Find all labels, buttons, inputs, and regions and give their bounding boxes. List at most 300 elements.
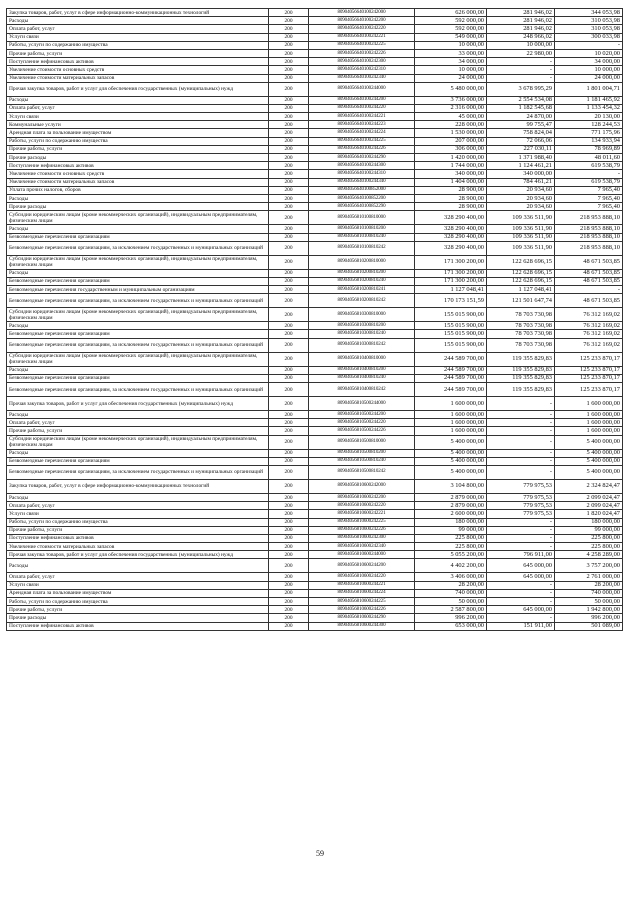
approved-amount: 244 589 700,00 [415,374,487,382]
row-code: 200 [269,74,309,82]
table-row [7,58,623,66]
executed-amount: - [487,74,555,82]
executed-amount: 78 703 730,98 [487,330,555,338]
row-name: Услуги связи [7,113,269,121]
row-code: 200 [269,170,309,178]
table-row [7,606,623,614]
approved-amount: 1 600 000,00 [415,419,487,427]
approved-amount: 4 402 200,00 [415,559,487,573]
unexecuted-amount: 48 671 503,85 [555,255,623,269]
table-row [7,457,623,465]
executed-amount: - [487,58,555,66]
approved-amount: 306 000,00 [415,145,487,153]
row-classification-code: 80904056810200810240 [309,277,415,285]
executed-amount: 779 975,53 [487,502,555,510]
row-code: 200 [269,129,309,137]
row-name: Закупка товаров, работ, услуг в сфере информационно-коммуникационных технологий [7,9,269,17]
approved-amount: 244 589 700,00 [415,352,487,366]
row-classification-code: 80904056810600242000 [309,479,415,493]
row-code: 200 [269,233,309,241]
executed-amount: 248 966,02 [487,33,555,41]
unexecuted-amount: 78 969,89 [555,145,623,153]
unexecuted-amount: 48 671 503,85 [555,277,623,285]
executed-amount: 340 000,00 [487,170,555,178]
row-classification-code: 80904056810300810200 [309,322,415,330]
row-code: 200 [269,352,309,366]
executed-amount: 281 946,02 [487,17,555,25]
approved-amount: 155 015 900,00 [415,322,487,330]
table-row [7,203,623,211]
table-row [7,41,623,49]
unexecuted-amount: 7 965,40 [555,203,623,211]
approved-amount: 1 530 000,00 [415,129,487,137]
row-name: Безвозмездные перечисления организациям, за исключением государственных и муниципальных организаций [7,338,269,352]
row-classification-code: 80904056810600244226 [309,606,415,614]
approved-amount: 28 200,00 [415,581,487,589]
table-row [7,559,623,573]
row-code: 200 [269,58,309,66]
executed-amount: 119 355 829,83 [487,374,555,382]
unexecuted-amount: 76 312 169,02 [555,322,623,330]
unexecuted-amount: 34 000,00 [555,58,623,66]
table-row [7,449,623,457]
row-code: 200 [269,241,309,255]
row-code: 200 [269,427,309,435]
row-classification-code: 80904056810500810000 [309,435,415,449]
row-code: 200 [269,178,309,186]
approved-amount: 244 589 700,00 [415,383,487,397]
row-code: 200 [269,322,309,330]
unexecuted-amount: 1 820 024,47 [555,510,623,518]
executed-amount: - [487,598,555,606]
executed-amount: 20 934,60 [487,194,555,202]
unexecuted-amount: 7 965,40 [555,186,623,194]
row-classification-code: 80904056810200810000 [309,255,415,269]
row-classification-code: 80904056640100242200 [309,17,415,25]
executed-amount: 3 678 995,29 [487,82,555,96]
executed-amount: - [487,449,555,457]
table-row [7,104,623,112]
approved-amount: 653 000,00 [415,622,487,630]
approved-amount: 1 600 000,00 [415,397,487,411]
unexecuted-amount: 125 233 870,17 [555,374,623,382]
table-row [7,241,623,255]
table-row [7,25,623,33]
executed-amount: 784 461,21 [487,178,555,186]
row-name: Расходы [7,559,269,573]
row-name: Прочие работы, услуги [7,427,269,435]
executed-amount: 151 911,00 [487,622,555,630]
unexecuted-amount: 2 099 024,47 [555,493,623,501]
table-body [7,9,623,631]
row-code: 200 [269,269,309,277]
row-code: 200 [269,96,309,104]
row-name: Увеличение стоимости материальных запасов [7,178,269,186]
table-row [7,419,623,427]
unexecuted-amount: 619 538,79 [555,178,623,186]
row-name: Увеличение стоимости основных средств [7,170,269,178]
row-code: 200 [269,419,309,427]
unexecuted-amount: 1 600 000,00 [555,419,623,427]
executed-amount: 122 628 696,15 [487,255,555,269]
executed-amount: 122 628 696,15 [487,269,555,277]
row-name: Безвозмездные перечисления организациям [7,233,269,241]
table-row [7,581,623,589]
row-name: Безвозмездные перечисления организациям [7,457,269,465]
unexecuted-amount: 1 600 000,00 [555,397,623,411]
row-name: Расходы [7,366,269,374]
approved-amount: 171 300 200,00 [415,255,487,269]
approved-amount: 170 173 151,59 [415,294,487,308]
table-row [7,551,623,559]
row-code: 200 [269,145,309,153]
approved-amount: 3 406 000,00 [415,573,487,581]
executed-amount: 122 628 696,15 [487,277,555,285]
approved-amount: 155 015 900,00 [415,308,487,322]
row-name: Прочие расходы [7,614,269,622]
row-name: Услуги связи [7,510,269,518]
unexecuted-amount: 2 761 000,00 [555,573,623,581]
table-row [7,589,623,597]
row-code: 200 [269,211,309,225]
approved-amount: 1 127 048,41 [415,286,487,294]
unexecuted-amount: 3 757 200,00 [555,559,623,573]
table-row [7,162,623,170]
table-row [7,534,623,542]
executed-amount: 109 336 511,90 [487,233,555,241]
approved-amount: 328 290 400,00 [415,225,487,233]
row-name: Работы, услуги по содержанию имущества [7,598,269,606]
approved-amount: 228 000,00 [415,121,487,129]
table-row [7,322,623,330]
table-row [7,598,623,606]
row-name: Безвозмездные перечисления организациям [7,374,269,382]
executed-amount: 99 755,47 [487,121,555,129]
row-name: Расходы [7,225,269,233]
row-name: Безвозмездные перечисления государственным и муниципальным организациям [7,286,269,294]
unexecuted-amount: 2 324 824,47 [555,479,623,493]
row-classification-code: 80904056810500244226 [309,427,415,435]
row-code: 200 [269,255,309,269]
unexecuted-amount: 5 400 000,00 [555,435,623,449]
row-classification-code: 80904056640100244220 [309,104,415,112]
unexecuted-amount: 5 400 000,00 [555,465,623,479]
row-classification-code: 80904056640100242000 [309,9,415,17]
row-classification-code: 80904056810600242225 [309,518,415,526]
approved-amount: 28 900,00 [415,194,487,202]
executed-amount: 1 124 461,21 [487,162,555,170]
unexecuted-amount: 501 089,00 [555,622,623,630]
executed-amount: 109 336 511,90 [487,225,555,233]
row-name: Прочие работы, услуги [7,49,269,57]
unexecuted-amount: - [555,170,623,178]
unexecuted-amount: 1 133 454,32 [555,104,623,112]
table-row [7,121,623,129]
unexecuted-amount: 5 400 000,00 [555,449,623,457]
table-row [7,308,623,322]
row-classification-code: 80904056810100810200 [309,225,415,233]
approved-amount: 2 600 000,00 [415,510,487,518]
table-row [7,518,623,526]
executed-amount: 1 127 048,41 [487,286,555,294]
table-row [7,526,623,534]
row-name: Расходы [7,449,269,457]
unexecuted-amount: 1 801 004,71 [555,82,623,96]
row-name: Арендная плата за пользование имуществом [7,589,269,597]
approved-amount: 996 200,00 [415,614,487,622]
row-code: 200 [269,449,309,457]
row-code: 200 [269,338,309,352]
row-name: Субсидии юридическим лицам (кроме некоммерческих организаций), индивидуальным предпринимателям, физическим лицам [7,435,269,449]
unexecuted-amount: 771 175,96 [555,129,623,137]
unexecuted-amount: 48 671 503,85 [555,294,623,308]
row-classification-code: 80904056640100852290 [309,203,415,211]
table-row [7,411,623,419]
approved-amount: 50 000,00 [415,598,487,606]
table-row [7,383,623,397]
row-code: 200 [269,551,309,559]
row-code: 200 [269,225,309,233]
approved-amount: 5 400 000,00 [415,435,487,449]
unexecuted-amount: 28 200,00 [555,581,623,589]
executed-amount: 20 934,60 [487,186,555,194]
table-row [7,33,623,41]
row-code: 200 [269,397,309,411]
row-name: Прочие работы, услуги [7,526,269,534]
unexecuted-amount: 310 053,98 [555,17,623,25]
row-name: Субсидии юридическим лицам (кроме некоммерческих организаций), индивидуальным предпринимателям, физическим лицам [7,211,269,225]
approved-amount: 225 800,00 [415,534,487,542]
row-name: Прочие работы, услуги [7,606,269,614]
row-code: 200 [269,534,309,542]
row-classification-code: 80904056810300810242 [309,338,415,352]
row-name: Услуги связи [7,581,269,589]
table-row [7,366,623,374]
table-row [7,435,623,449]
unexecuted-amount: 24 000,00 [555,74,623,82]
table-row [7,154,623,162]
row-code: 200 [269,374,309,382]
table-row [7,277,623,285]
unexecuted-amount: 218 953 888,10 [555,225,623,233]
approved-amount: 328 290 400,00 [415,211,487,225]
row-code: 200 [269,294,309,308]
executed-amount: 227 030,11 [487,145,555,153]
row-classification-code: 80904056640100244224 [309,129,415,137]
row-code: 200 [269,581,309,589]
executed-amount: - [487,427,555,435]
unexecuted-amount: - [555,286,623,294]
executed-amount: - [487,526,555,534]
approved-amount: 171 300 200,00 [415,269,487,277]
row-classification-code: 80904056810100810000 [309,211,415,225]
approved-amount: 5 055 200,00 [415,551,487,559]
table-row [7,397,623,411]
row-classification-code: 80904056810500810200 [309,449,415,457]
row-name: Расходы [7,269,269,277]
approved-amount: 328 290 400,00 [415,241,487,255]
executed-amount: - [487,419,555,427]
row-name: Субсидии юридическим лицам (кроме некоммерческих организаций), индивидуальным предпринимателям, физическим лицам [7,352,269,366]
row-classification-code: 80904056640100242340 [309,74,415,82]
row-name: Безвозмездные перечисления организациям [7,330,269,338]
table-row [7,614,623,622]
row-code: 200 [269,277,309,285]
table-row [7,352,623,366]
executed-amount: 779 975,53 [487,510,555,518]
approved-amount: 2 587 800,00 [415,606,487,614]
row-classification-code: 80904056640100244340 [309,178,415,186]
table-row [7,543,623,551]
executed-amount: - [487,465,555,479]
approved-amount: 2 879 000,00 [415,502,487,510]
executed-amount: 109 336 511,90 [487,241,555,255]
row-classification-code: 80904056810600242221 [309,510,415,518]
budget-execution-table [6,8,623,631]
row-name: Субсидии юридическим лицам (кроме некоммерческих организаций), индивидуальным предпринимателям, физическим лицам [7,255,269,269]
row-code: 200 [269,502,309,510]
executed-amount: 645 000,00 [487,606,555,614]
approved-amount: 155 015 900,00 [415,338,487,352]
approved-amount: 1 404 000,00 [415,178,487,186]
unexecuted-amount: 125 233 870,17 [555,383,623,397]
row-classification-code: 80904056810600244000 [309,551,415,559]
row-code: 200 [269,17,309,25]
row-name: Поступление нефинансовых активов [7,162,269,170]
table-row [7,465,623,479]
unexecuted-amount: 48 011,60 [555,154,623,162]
table-row [7,74,623,82]
table-row [7,194,623,202]
row-code: 200 [269,493,309,501]
table-row [7,573,623,581]
row-code: 200 [269,465,309,479]
row-name: Расходы [7,411,269,419]
row-name: Работы, услуги по содержанию имущества [7,41,269,49]
table-row [7,294,623,308]
unexecuted-amount: 10 000,00 [555,66,623,74]
row-code: 200 [269,526,309,534]
row-name: Расходы [7,322,269,330]
row-classification-code: 80904056640100244221 [309,113,415,121]
unexecuted-amount: 740 000,00 [555,589,623,597]
table-row [7,233,623,241]
row-code: 200 [269,104,309,112]
unexecuted-amount: 2 099 024,47 [555,502,623,510]
unexecuted-amount: 125 233 870,17 [555,366,623,374]
row-classification-code: 80904056640100244300 [309,162,415,170]
approved-amount: 33 000,00 [415,49,487,57]
row-name: Увеличение стоимости основных средств [7,66,269,74]
approved-amount: 549 000,00 [415,33,487,41]
table-row [7,178,623,186]
row-classification-code: 80904056810500244200 [309,411,415,419]
unexecuted-amount: 20 130,00 [555,113,623,121]
table-row [7,427,623,435]
executed-amount: 119 355 829,83 [487,383,555,397]
row-classification-code: 80904056810600242226 [309,526,415,534]
row-code: 200 [269,9,309,17]
row-classification-code: 80904056810200810200 [309,269,415,277]
row-code: 200 [269,308,309,322]
unexecuted-amount: 1 942 800,00 [555,606,623,614]
table-row [7,145,623,153]
row-classification-code: 80904056810300810240 [309,330,415,338]
executed-amount: 758 824,04 [487,129,555,137]
unexecuted-amount: 1 600 000,00 [555,411,623,419]
row-name: Поступление нефинансовых активов [7,534,269,542]
approved-amount: 3 104 800,00 [415,479,487,493]
row-code: 200 [269,41,309,49]
executed-amount: - [487,435,555,449]
row-name: Уплата прочих налогов, сборов [7,186,269,194]
executed-amount: - [487,589,555,597]
row-name: Прочие расходы [7,154,269,162]
row-classification-code: 80904056640100242221 [309,33,415,41]
row-code: 200 [269,186,309,194]
unexecuted-amount: 225 800,00 [555,543,623,551]
row-classification-code: 80904056640100244223 [309,121,415,129]
row-code: 200 [269,113,309,121]
unexecuted-amount: 218 953 888,10 [555,233,623,241]
unexecuted-amount: 218 953 888,10 [555,211,623,225]
executed-amount: 24 870,00 [487,113,555,121]
row-classification-code: 80904056810600244224 [309,589,415,597]
row-code: 200 [269,518,309,526]
row-classification-code: 80904056810600242300 [309,534,415,542]
approved-amount: 28 900,00 [415,186,487,194]
executed-amount: - [487,534,555,542]
row-name: Безвозмездные перечисления организациям, за исключением государственных и муниципальных организаций [7,294,269,308]
approved-amount: 1 744 000,00 [415,162,487,170]
executed-amount: 796 911,00 [487,551,555,559]
row-code: 200 [269,435,309,449]
row-classification-code: 80904056810400810242 [309,383,415,397]
table-row [7,66,623,74]
executed-amount: - [487,397,555,411]
row-name: Оплата работ, услуг [7,419,269,427]
row-classification-code: 80904056810100810240 [309,233,415,241]
table-row [7,49,623,57]
row-name: Увеличение стоимости материальных запасов [7,74,269,82]
unexecuted-amount: 10 020,00 [555,49,623,57]
executed-amount: 121 501 647,74 [487,294,555,308]
executed-amount: 10 000,00 [487,41,555,49]
table-row [7,211,623,225]
table-row [7,479,623,493]
row-code: 200 [269,33,309,41]
approved-amount: 340 000,00 [415,170,487,178]
approved-amount: 24 000,00 [415,74,487,82]
table-row [7,96,623,104]
row-classification-code: 80904056810100810242 [309,241,415,255]
table-row [7,338,623,352]
unexecuted-amount: 1 600 000,00 [555,427,623,435]
row-name: Работы, услуги по содержанию имущества [7,137,269,145]
row-code: 200 [269,559,309,573]
table-row [7,493,623,501]
approved-amount: 1 600 000,00 [415,411,487,419]
unexecuted-amount: 300 033,98 [555,33,623,41]
table-row [7,255,623,269]
table-row [7,374,623,382]
row-name: Работы, услуги по содержанию имущества [7,518,269,526]
approved-amount: 5 400 000,00 [415,465,487,479]
row-classification-code: 80904056810400810240 [309,374,415,382]
row-classification-code: 80904056810300810000 [309,308,415,322]
executed-amount: 119 355 829,83 [487,352,555,366]
executed-amount: 2 554 534,08 [487,96,555,104]
